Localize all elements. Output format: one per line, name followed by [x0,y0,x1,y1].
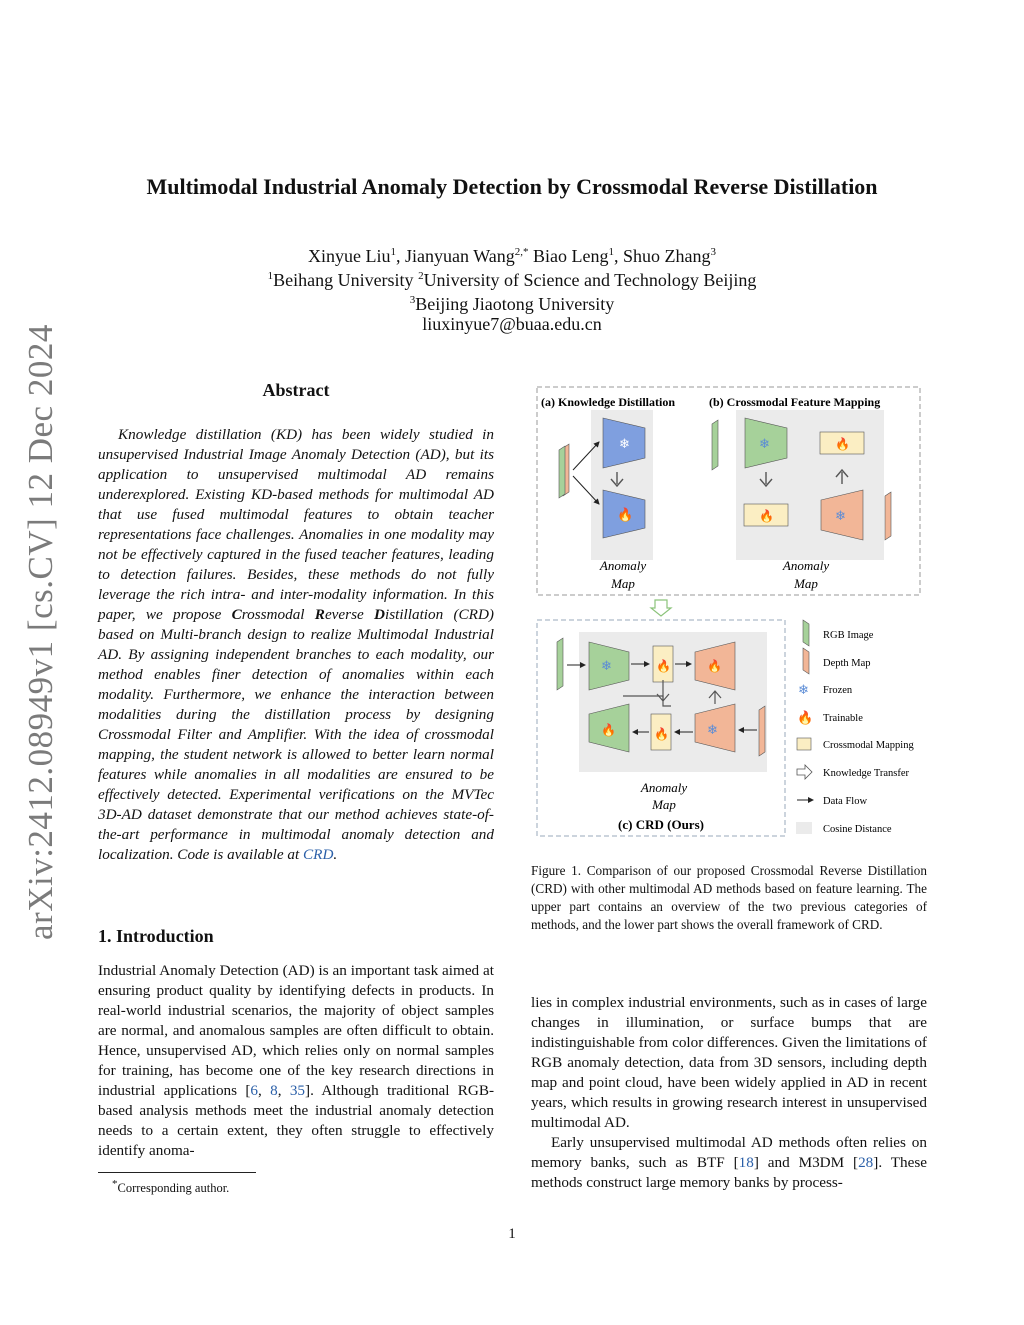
trainable-icon: 🔥 [835,437,850,451]
trainable-icon: 🔥 [617,507,634,522]
paragraph-text: ] and M3DM [ [753,1154,859,1171]
abstract-text: rossmodal [241,606,315,623]
panel-b-label: (b) Crossmodal Feature Mapping [709,395,881,409]
intro-text: , [277,1082,290,1099]
author-email[interactable]: liuxinyue7@buaa.edu.cn [422,314,602,334]
legend-transfer-icon [797,765,812,779]
anomaly-map-label: Anomaly [782,558,830,573]
frozen-icon: ❄ [707,722,718,737]
author-name: Biao Leng [528,246,609,266]
code-link[interactable]: CRD [303,846,334,863]
legend-label: Trainable [823,713,863,724]
anomaly-map-label: Map [794,576,818,591]
legend-frozen-icon: ❄ [798,682,809,697]
footnote-rule [98,1172,256,1173]
paragraph: lies in complex industrial environments, such as in cases of large changes in illumination, or surface bumps that are indistinguishable from color differences. Given the limitations of RGB anomaly detection, data from 3D sensors, including depth map and point cloud, have been widely applied in AD in recent years, which results in growing research interest in unsupervised multimodal AD. [531,994,927,1131]
citation-link[interactable]: 28 [858,1154,874,1171]
abstract-bold: D [374,606,385,623]
anomaly-map-label: Map [652,797,676,812]
legend-depth-icon [803,648,809,674]
arxiv-identifier: arXiv:2412.08949v1 [cs.CV] 12 Dec 2024 [21,324,60,940]
paragraph-text: Early unsupervised multimodal AD methods often relies on memory banks, such as BTF [ [531,1134,927,1171]
legend [796,620,914,835]
abstract-text: everse [324,606,375,623]
legend-label: Crossmodal Mapping [823,740,914,751]
trainable-icon: 🔥 [707,659,722,673]
flow-down-arrow [651,600,671,616]
intro-text: ]. Although traditional RGB-based analysis methods meet the industrial anomaly detection needs to a certain extent, they often struggle to effectively identify anoma- [98,1082,495,1159]
abstract-text: Knowledge distillation (KD) has been widely studied in unsupervised Industrial Image Anomaly Detection (AD), but its application to unsupervised multimodal AD remains underexplored. Existing KD-based methods for multimodal AD that use fused multimodal features to obtain teacher representations face challenges. Anomalies in one modality may not be effectively captured in the fused teacher features, leading to detection failures. Besides, these methods do not fully leverage the rich intra- and inter-modality information. In this paper, we propose [98,426,494,623]
frozen-icon: ❄ [619,436,630,451]
author-sup: 1 [608,246,614,258]
author-name: , Shuo Zhang [613,246,711,266]
depth-map-icon [759,706,765,756]
abstract-text: . [333,846,338,863]
abstract-bold: C [231,606,242,623]
author-sup: 3 [710,246,716,258]
page-number: 1 [508,1226,516,1242]
legend-label: Cosine Distance [823,824,892,835]
citation-link[interactable]: 35 [289,1082,306,1099]
legend-label: Knowledge Transfer [823,768,910,779]
author-sup: 1 [390,246,397,258]
panel-c-label: (c) CRD (Ours) [618,817,704,832]
affiliation-sup: 3 [409,294,416,306]
paragraph [531,1133,927,1193]
legend-rgb-icon [803,620,809,646]
trainable-icon: 🔥 [759,509,774,523]
right-column-body [531,993,927,1193]
citation-link[interactable]: 6 [250,1082,259,1099]
trainable-icon: 🔥 [656,659,671,673]
rgb-image-icon [557,638,563,690]
affiliation: Beijing Jiaotong University [415,294,615,314]
legend-label: RGB Image [823,630,874,641]
intro-body [98,961,494,1161]
paper-title: Multimodal Industrial Anomaly Detection by Crossmodal Reverse Distillation [146,174,878,199]
affiliation-sup: 2 [418,270,424,282]
author-sup: 2,* [514,246,529,258]
author-name: Xinyue Liu [308,246,391,266]
legend-trainable-icon: 🔥 [797,710,814,725]
anomaly-map-label: Anomaly [599,558,647,573]
intro-text: , [258,1082,271,1099]
abstract-text: istillation (CRD) based on Multi-branch design to realize Multimodal Industrial AD. By assigning independent branches to each modality, our method enables finer detection of anomalies within each modality. Furthermore, we enhance the interaction between modalities during the distillation process by designing Crossmodal Filter and Amplifier. With the idea of crossmodal mapping, the student network is allowed to better learn normal features while anomalies in all modalities are ensured to be effectively detected. Experimental verifications on the MVTec 3D-AD dataset demonstrate that our method achieves state-of-the-art performance in multimodal anomaly detection and localization. Code is available at [98,606,494,863]
abstract-body [98,425,494,865]
frozen-icon: ❄ [835,508,846,523]
legend-label: Frozen [823,685,853,696]
trainable-icon: 🔥 [601,723,616,737]
affiliation: Beihang University [273,270,419,290]
trainable-icon: 🔥 [654,727,669,741]
rgb-image-icon [559,446,565,498]
intro-text: Industrial Anomaly Detection (AD) is an important task aimed at ensuring product quality by identifying defects in products. In real-world industrial scenarios, the majority of object samples are normal, and anomalous samples are often difficult to obtain. Hence, unsupervised AD, which relies only on normal samples for training, has become one of the key research directions in industrial applications [ [98,962,494,1099]
anomaly-map-label: Anomaly [640,780,688,795]
legend-cosine-icon [796,822,812,834]
citation-link[interactable]: 18 [738,1154,754,1171]
panel-a-label: (a) Knowledge Distillation [541,395,675,409]
figure-caption: Figure 1. Comparison of our proposed Crossmodal Reverse Distillation (CRD) with other multimodal AD methods based on feature learning. The upper part contains an overview of the two previous categories of methods, and the lower part shows the overall framework of CRD. [531,863,927,932]
depth-map-icon [885,492,891,540]
legend-mapping-icon [797,738,811,750]
footnote-mark: * [112,1178,118,1190]
frozen-icon: ❄ [759,436,770,451]
abstract-bold: R [314,606,325,623]
author-name: , Jianyuan Wang [396,246,515,266]
affiliation: University of Science and Technology Beijing [423,270,757,290]
abstract-heading: Abstract [262,380,330,400]
figure-1-diagram [531,380,931,840]
anomaly-map-label: Map [611,576,635,591]
paragraph-text: ]. These methods construct large memory banks by process- [531,1154,927,1191]
section-heading-introduction: 1. Introduction [98,926,214,946]
citation-link[interactable]: 8 [270,1082,278,1099]
footnote [112,1178,229,1196]
legend-label: Depth Map [823,658,871,669]
legend-label: Data Flow [823,796,868,807]
footnote-text: Corresponding author. [117,1181,230,1196]
rgb-image-icon [712,420,718,470]
frozen-icon: ❄ [601,658,612,673]
affiliation-sup: 1 [267,270,274,282]
